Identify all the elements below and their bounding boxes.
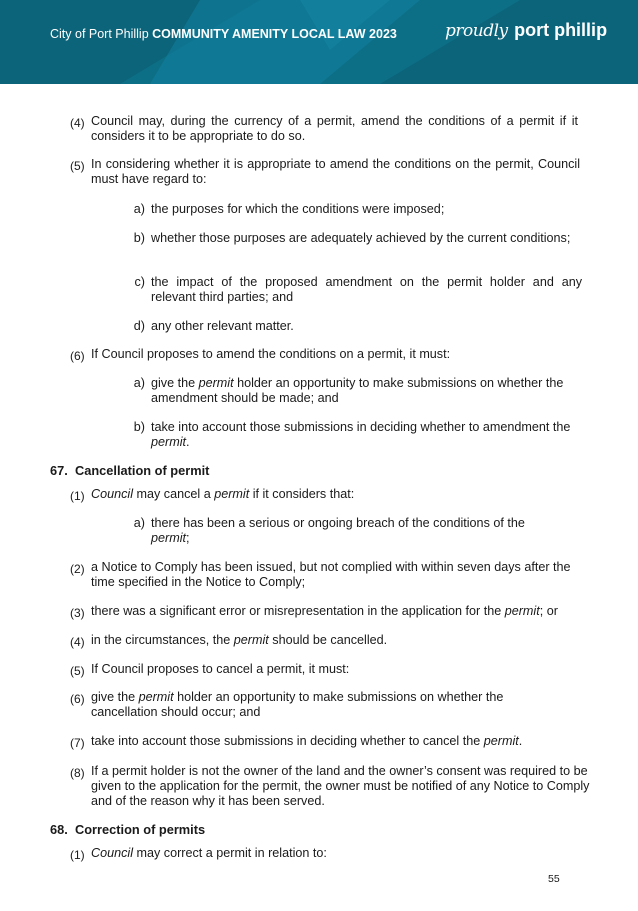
subclause-letter: b) bbox=[133, 420, 145, 434]
clause-number: (4) bbox=[70, 635, 85, 649]
clause-number: (1) bbox=[70, 489, 85, 503]
clause-number: (4) bbox=[70, 116, 85, 130]
subclause-text: there has been a serious or ongoing breach of the conditions of the permit; bbox=[151, 516, 525, 545]
clause-text: In considering whether it is appropriate to amend the conditions on the permit, Council must have regard to: bbox=[91, 157, 580, 186]
header-background bbox=[0, 0, 638, 84]
clause-text: in the circumstances, the permit should be cancelled. bbox=[91, 633, 388, 647]
subclause-text: the impact of the proposed amendment on the permit holder and any relevant third parties; and bbox=[151, 275, 582, 304]
subclause-letter: d) bbox=[133, 319, 145, 333]
section-heading: 68. Correction of permits bbox=[50, 822, 206, 837]
clause-number: (6) bbox=[70, 692, 85, 706]
page-header bbox=[0, 0, 638, 84]
subclause-letter: c) bbox=[134, 275, 145, 289]
clause-text: take into account those submissions in deciding whether to cancel the permit. bbox=[91, 734, 523, 748]
document-title bbox=[50, 27, 397, 41]
clause-text: If Council proposes to cancel a permit, it must: bbox=[91, 662, 350, 676]
clause-text: Council may, during the currency of a permit, amend the conditions of a permit if it considers it to be appropriate to do so. bbox=[91, 114, 578, 143]
clause-text: If Council proposes to amend the conditions on a permit, it must: bbox=[91, 347, 451, 361]
section-heading: 67. Cancellation of permit bbox=[50, 463, 210, 478]
subclause-text: give the permit holder an opportunity to make submissions on whether the amendment should be made; and bbox=[151, 376, 564, 405]
subclause-letter: a) bbox=[133, 376, 145, 390]
logo-script-text: proudly bbox=[445, 21, 508, 41]
subclause-letter: a) bbox=[133, 516, 145, 530]
logo-bold-text: port phillip bbox=[514, 20, 608, 40]
subclause-letter: a) bbox=[133, 202, 145, 216]
clause-text: Council may cancel a permit if it considers that: bbox=[91, 487, 355, 501]
clause-number: (6) bbox=[70, 349, 85, 363]
clause-text: Council may correct a permit in relation to: bbox=[91, 846, 327, 860]
subclause-letter: b) bbox=[133, 231, 145, 245]
port-phillip-logo bbox=[445, 20, 607, 41]
subclause-text: the purposes for which the conditions were imposed; bbox=[151, 202, 445, 216]
clause-number: (1) bbox=[70, 848, 85, 862]
clause-number: (2) bbox=[70, 562, 85, 576]
clause-text: give the permit holder an opportunity to make submissions on whether the cancellation should occur; and bbox=[91, 690, 504, 719]
header-title-bold: COMMUNITY AMENITY LOCAL LAW 2023 bbox=[152, 27, 397, 41]
page-number: 55 bbox=[548, 873, 560, 885]
clause-number: (8) bbox=[70, 766, 85, 780]
clause-text: If a permit holder is not the owner of the land and the owner’s consent was required to be given to the application for the permit, the owner must be notified of any Notice to Comply and of the reason why it has been served. bbox=[91, 764, 590, 808]
clause-text: there was a significant error or misrepresentation in the application for the permit; or bbox=[91, 604, 558, 618]
subclause-text: whether those purposes are adequately achieved by the current conditions; bbox=[151, 231, 571, 245]
clause-text: a Notice to Comply has been issued, but not complied with within seven days after the time specified in the Notice to Comply; bbox=[91, 560, 571, 589]
clause-number: (5) bbox=[70, 664, 85, 678]
subclause-text: any other relevant matter. bbox=[151, 319, 294, 333]
clause-number: (5) bbox=[70, 159, 85, 173]
subclause-text: take into account those submissions in deciding whether to amendment the permit. bbox=[151, 420, 571, 449]
header-prefix: City of Port Phillip bbox=[50, 27, 149, 41]
clause-number: (7) bbox=[70, 736, 85, 750]
clause-number: (3) bbox=[70, 606, 85, 620]
